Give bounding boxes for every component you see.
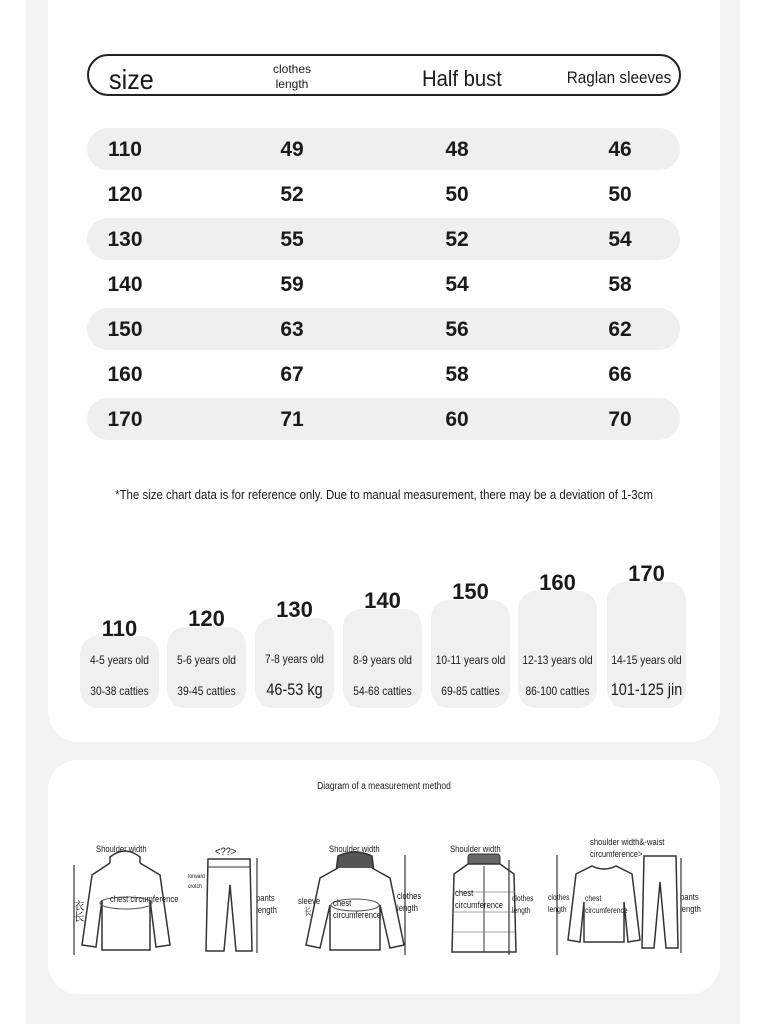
size-guide-age: 8-9 years old [353, 653, 412, 667]
cell-length: 59 [280, 273, 304, 296]
cell-bust: 58 [445, 363, 469, 386]
size-guide-weight: 101-125 jin [610, 680, 683, 699]
table-row [87, 128, 680, 170]
cell-bust: 54 [445, 273, 469, 296]
cell-bust: 48 [445, 138, 469, 161]
size-guide-weight: 39-45 catties [177, 684, 236, 698]
size-guide-size: 120 [188, 606, 225, 631]
size-guide-age: 10-11 years old [435, 653, 506, 667]
pants1-crotch-label: crotch [188, 884, 202, 890]
pants1-top-label: <??> [215, 846, 237, 858]
set-pants-label: pants length [680, 892, 701, 914]
table-row [87, 173, 680, 215]
cell-length: 71 [280, 408, 304, 431]
cell-size: 110 [108, 138, 142, 161]
hoodie1-shoulder-label: Shoulder width [96, 844, 147, 854]
size-guide-weight: 86-100 catties [525, 684, 590, 698]
hoodie2-shoulder-label: Shoulder width [329, 844, 380, 854]
cell-sleeves: 70 [608, 408, 632, 431]
size-guide-weight: 46-53 kg [266, 680, 323, 699]
size-guide-size: 170 [628, 561, 665, 586]
set-top-label: shoulder width&-waist circumference> [590, 837, 665, 859]
cell-sleeves: 66 [608, 363, 632, 386]
cell-sleeves: 54 [608, 228, 632, 251]
hoodie2-sleeve-cn-label: 长 [304, 907, 312, 917]
vest-length-label: clothes length [512, 894, 534, 915]
header-raglan-sleeves: Raglan sleeves [566, 68, 672, 87]
set-pants-illustration [640, 852, 680, 952]
cell-bust: 60 [445, 408, 469, 431]
cell-sleeves: 50 [608, 183, 632, 206]
size-guide-size: 160 [539, 570, 576, 595]
cell-length: 49 [280, 138, 304, 161]
size-guide-age: 14-15 years old [611, 653, 682, 667]
size-guide-age: 5-6 years old [177, 653, 236, 667]
cell-length: 52 [280, 183, 304, 206]
size-guide-weight: 30-38 catties [90, 684, 149, 698]
cell-length: 55 [280, 228, 304, 251]
cell-bust: 52 [445, 228, 469, 251]
pants-illustration [200, 855, 260, 955]
table-row [87, 353, 680, 395]
cell-size: 170 [107, 408, 143, 431]
table-row [87, 263, 680, 305]
cell-length: 63 [280, 318, 304, 341]
table-row [87, 398, 680, 440]
header-clothes-length: clothes length [272, 62, 312, 91]
cell-size: 130 [107, 228, 143, 251]
vest-chest-label: chest circumference [455, 888, 504, 910]
size-guide-size: 140 [364, 588, 401, 613]
cell-bust: 56 [445, 318, 469, 341]
size-guide-size: 150 [452, 579, 489, 604]
pants1-forward-label: forward [188, 874, 206, 880]
cell-bust: 50 [445, 183, 469, 206]
cell-sleeves: 46 [608, 138, 632, 161]
header-size: size [109, 64, 154, 95]
size-guide-size: 110 [101, 616, 138, 641]
hoodie2-length-label: clothes length [397, 891, 422, 913]
size-guide-age: 4-5 years old [90, 653, 149, 667]
hoodie2-sleeve-label: sleeve [298, 896, 321, 906]
pants1-length-label: pants length [256, 893, 277, 915]
set-chest-label: chest circumference [585, 894, 628, 915]
size-table-header [87, 54, 681, 96]
cell-length: 67 [280, 363, 304, 386]
hoodie1-chest-label: chest circumference [110, 894, 179, 904]
cell-size: 140 [107, 273, 143, 296]
hoodie1-length-label: 衣长 [72, 900, 84, 922]
size-guide-size: 130 [276, 597, 313, 622]
size-chart-note: *The size chart data is for reference only. Due to manual measurement, there may be a deviation of 1-3cm [115, 487, 653, 502]
cell-size: 150 [107, 318, 143, 341]
header-half-bust: Half bust [422, 66, 502, 91]
table-row [87, 218, 680, 260]
size-guide-weight: 54-68 catties [353, 684, 412, 698]
hoodie2-chest-label: chest circumference [333, 898, 382, 920]
cell-sleeves: 62 [608, 318, 632, 341]
size-guide-age: 7-8 years old [265, 652, 324, 666]
cell-size: 120 [107, 183, 143, 206]
cell-sleeves: 58 [608, 273, 632, 296]
diagram-title: Diagram of a measurement method [317, 781, 451, 792]
set-length-label: clothes length [548, 893, 570, 914]
size-guide-weight: 69-85 catties [441, 684, 500, 698]
vest-shoulder-label: Shoulder width [450, 844, 501, 854]
cell-size: 160 [107, 363, 143, 386]
size-guide-age: 12-13 years old [522, 653, 593, 667]
table-row [87, 308, 680, 350]
